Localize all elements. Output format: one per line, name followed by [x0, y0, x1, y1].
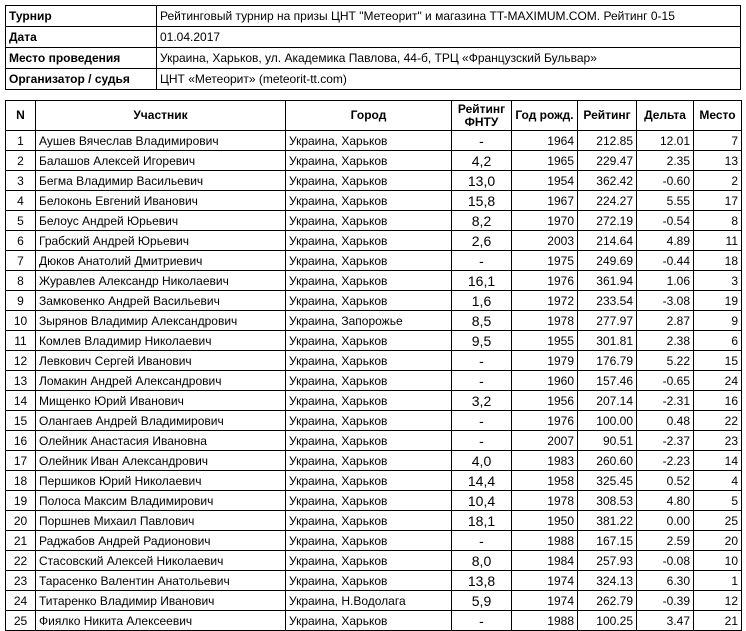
info-value: 01.04.2017 — [157, 27, 741, 48]
cell-city: Украина, Харьков — [286, 291, 452, 311]
cell-place: 17 — [694, 191, 742, 211]
cell-number: 13 — [6, 371, 36, 391]
cell-rating: 224.27 — [578, 191, 637, 211]
table-row — [6, 191, 742, 211]
cell-participant: Журавлев Александр Николаевич — [36, 271, 286, 291]
cell-number: 18 — [6, 471, 36, 491]
cell-number: 14 — [6, 391, 36, 411]
column-header-delta[interactable]: Дельта — [637, 101, 694, 131]
cell-birth-year: 1970 — [512, 211, 578, 231]
cell-city: Украина, Харьков — [286, 151, 452, 171]
cell-birth-year: 1967 — [512, 191, 578, 211]
cell-delta: 2.35 — [637, 151, 694, 171]
cell-city: Украина, Харьков — [286, 471, 452, 491]
cell-fntu-rating: - — [452, 531, 512, 551]
cell-birth-year: 1976 — [512, 271, 578, 291]
cell-participant: Раджабов Андрей Радионович — [36, 531, 286, 551]
table-row — [6, 171, 742, 191]
cell-participant: Полоса Максим Владимирович — [36, 491, 286, 511]
cell-number: 5 — [6, 211, 36, 231]
table-row — [6, 291, 742, 311]
cell-delta: -0.54 — [637, 211, 694, 231]
cell-birth-year: 1988 — [512, 531, 578, 551]
cell-place: 8 — [694, 211, 742, 231]
cell-fntu-rating: 16,1 — [452, 271, 512, 291]
cell-city: Украина, Харьков — [286, 411, 452, 431]
cell-number: 16 — [6, 431, 36, 451]
column-header-birth-year[interactable]: Год рожд. — [512, 101, 578, 131]
cell-delta: -3.08 — [637, 291, 694, 311]
cell-rating: 277.97 — [578, 311, 637, 331]
cell-participant: Олейник Анастасия Ивановна — [36, 431, 286, 451]
cell-place: 4 — [694, 471, 742, 491]
cell-place: 11 — [694, 231, 742, 251]
cell-rating: 324.13 — [578, 571, 637, 591]
info-row — [6, 27, 741, 48]
cell-number: 10 — [6, 311, 36, 331]
cell-participant: Белоконь Евгений Иванович — [36, 191, 286, 211]
cell-place: 18 — [694, 251, 742, 271]
results-header-row — [6, 101, 742, 131]
cell-participant: Олейник Иван Александрович — [36, 451, 286, 471]
cell-city: Украина, Запорожье — [286, 311, 452, 331]
column-header-city[interactable]: Город — [286, 101, 452, 131]
cell-rating: 301.81 — [578, 331, 637, 351]
cell-fntu-rating: - — [452, 351, 512, 371]
cell-number: 1 — [6, 131, 36, 151]
cell-number: 2 — [6, 151, 36, 171]
table-row — [6, 311, 742, 331]
table-row — [6, 131, 742, 151]
cell-rating: 100.00 — [578, 411, 637, 431]
cell-fntu-rating: 13,0 — [452, 171, 512, 191]
column-header-place[interactable]: Место — [694, 101, 742, 131]
cell-city: Украина, Харьков — [286, 511, 452, 531]
cell-birth-year: 1978 — [512, 311, 578, 331]
cell-place: 2 — [694, 171, 742, 191]
cell-birth-year: 1983 — [512, 451, 578, 471]
cell-rating: 207.14 — [578, 391, 637, 411]
tournament-info-body — [6, 6, 741, 90]
cell-fntu-rating: 4,0 — [452, 451, 512, 471]
cell-participant: Комлев Владимир Николаевич — [36, 331, 286, 351]
cell-delta: -0.44 — [637, 251, 694, 271]
cell-number: 15 — [6, 411, 36, 431]
cell-fntu-rating: 3,2 — [452, 391, 512, 411]
cell-participant: Бегма Владимир Васильевич — [36, 171, 286, 191]
cell-birth-year: 1956 — [512, 391, 578, 411]
cell-birth-year: 1984 — [512, 551, 578, 571]
cell-fntu-rating: 8,2 — [452, 211, 512, 231]
cell-number: 19 — [6, 491, 36, 511]
cell-number: 17 — [6, 451, 36, 471]
table-row — [6, 151, 742, 171]
cell-city: Украина, Харьков — [286, 531, 452, 551]
cell-birth-year: 1988 — [512, 611, 578, 631]
cell-birth-year: 1960 — [512, 371, 578, 391]
cell-participant: Стасовский Алексей Николаевич — [36, 551, 286, 571]
cell-number: 11 — [6, 331, 36, 351]
cell-participant: Грабский Андрей Юрьевич — [36, 231, 286, 251]
table-row — [6, 491, 742, 511]
table-row — [6, 451, 742, 471]
table-row — [6, 271, 742, 291]
cell-rating: 233.54 — [578, 291, 637, 311]
info-row — [6, 48, 741, 69]
cell-place: 12 — [694, 591, 742, 611]
cell-number: 23 — [6, 571, 36, 591]
cell-city: Украина, Харьков — [286, 331, 452, 351]
cell-delta: 0.48 — [637, 411, 694, 431]
cell-delta: 2.38 — [637, 331, 694, 351]
cell-birth-year: 1955 — [512, 331, 578, 351]
cell-city: Украина, Харьков — [286, 431, 452, 451]
cell-rating: 325.45 — [578, 471, 637, 491]
cell-delta: 12.01 — [637, 131, 694, 151]
cell-fntu-rating: - — [452, 131, 512, 151]
cell-birth-year: 1976 — [512, 411, 578, 431]
cell-participant: Титаренко Владимир Иванович — [36, 591, 286, 611]
info-label: Дата — [6, 27, 157, 48]
cell-fntu-rating: - — [452, 431, 512, 451]
table-row — [6, 331, 742, 351]
cell-delta: 5.22 — [637, 351, 694, 371]
cell-number: 7 — [6, 251, 36, 271]
cell-fntu-rating: 8,0 — [452, 551, 512, 571]
cell-fntu-rating: 14,4 — [452, 471, 512, 491]
cell-rating: 260.60 — [578, 451, 637, 471]
cell-rating: 272.19 — [578, 211, 637, 231]
cell-delta: 1.06 — [637, 271, 694, 291]
cell-number: 4 — [6, 191, 36, 211]
cell-delta: 6.30 — [637, 571, 694, 591]
cell-participant: Балашов Алексей Игоревич — [36, 151, 286, 171]
cell-birth-year: 1958 — [512, 471, 578, 491]
table-row — [6, 551, 742, 571]
info-row — [6, 6, 741, 27]
cell-fntu-rating: 1,6 — [452, 291, 512, 311]
cell-participant: Олангаев Андрей Владимирович — [36, 411, 286, 431]
cell-birth-year: 1964 — [512, 131, 578, 151]
cell-birth-year: 2007 — [512, 431, 578, 451]
cell-rating: 176.79 — [578, 351, 637, 371]
cell-participant: Левкович Сергей Иванович — [36, 351, 286, 371]
cell-participant: Першиков Юрий Николаевич — [36, 471, 286, 491]
results-table — [5, 100, 742, 631]
cell-participant: Тарасенко Валентин Анатольевич — [36, 571, 286, 591]
cell-place: 25 — [694, 511, 742, 531]
cell-city: Украина, Харьков — [286, 611, 452, 631]
table-row — [6, 351, 742, 371]
cell-participant: Дюков Анатолий Дмитриевич — [36, 251, 286, 271]
cell-participant: Белоус Андрей Юрьевич — [36, 211, 286, 231]
cell-place: 19 — [694, 291, 742, 311]
cell-place: 7 — [694, 131, 742, 151]
info-label: Место проведения — [6, 48, 157, 69]
cell-place: 3 — [694, 271, 742, 291]
cell-city: Украина, Харьков — [286, 391, 452, 411]
table-row — [6, 511, 742, 531]
cell-fntu-rating: 9,5 — [452, 331, 512, 351]
cell-birth-year: 1974 — [512, 571, 578, 591]
cell-birth-year: 1954 — [512, 171, 578, 191]
cell-place: 10 — [694, 551, 742, 571]
cell-participant: Поршнев Михаил Павлович — [36, 511, 286, 531]
cell-place: 20 — [694, 531, 742, 551]
cell-participant: Фиялко Никита Алексеевич — [36, 611, 286, 631]
cell-delta: 4.89 — [637, 231, 694, 251]
cell-rating: 308.53 — [578, 491, 637, 511]
cell-delta: -0.39 — [637, 591, 694, 611]
cell-fntu-rating: - — [452, 251, 512, 271]
info-value: Рейтинговый турнир на призы ЦНТ "Метеорит" и магазина TT-MAXIMUM.COM. Рейтинг 0-15 — [157, 6, 741, 27]
cell-delta: 5.55 — [637, 191, 694, 211]
info-value: Украина, Харьков, ул. Академика Павлова, 44-б, ТРЦ «Французский Бульвар» — [157, 48, 741, 69]
table-row — [6, 531, 742, 551]
cell-birth-year: 1965 — [512, 151, 578, 171]
cell-city: Украина, Харьков — [286, 211, 452, 231]
cell-delta: 0.52 — [637, 471, 694, 491]
cell-birth-year: 1950 — [512, 511, 578, 531]
column-header-fntu-rating[interactable]: Рейтинг ФНТУ — [452, 101, 512, 131]
cell-fntu-rating: 4,2 — [452, 151, 512, 171]
cell-number: 21 — [6, 531, 36, 551]
column-header-participant[interactable]: Участник — [36, 101, 286, 131]
cell-rating: 361.94 — [578, 271, 637, 291]
cell-fntu-rating: 15,8 — [452, 191, 512, 211]
cell-delta: -0.60 — [637, 171, 694, 191]
cell-city: Украина, Харьков — [286, 171, 452, 191]
cell-city: Украина, Харьков — [286, 251, 452, 271]
cell-city: Украина, Харьков — [286, 491, 452, 511]
cell-participant: Зырянов Владимир Александрович — [36, 311, 286, 331]
cell-rating: 100.25 — [578, 611, 637, 631]
cell-number: 3 — [6, 171, 36, 191]
results-body — [6, 131, 742, 631]
cell-birth-year: 1978 — [512, 491, 578, 511]
cell-number: 9 — [6, 291, 36, 311]
cell-rating: 362.42 — [578, 171, 637, 191]
cell-city: Украина, Харьков — [286, 351, 452, 371]
cell-birth-year: 1979 — [512, 351, 578, 371]
cell-place: 16 — [694, 391, 742, 411]
cell-rating: 214.64 — [578, 231, 637, 251]
info-label: Турнир — [6, 6, 157, 27]
cell-number: 12 — [6, 351, 36, 371]
cell-city: Украина, Харьков — [286, 271, 452, 291]
table-row — [6, 411, 742, 431]
cell-delta: -2.37 — [637, 431, 694, 451]
cell-fntu-rating: 5,9 — [452, 591, 512, 611]
cell-number: 8 — [6, 271, 36, 291]
table-row — [6, 471, 742, 491]
cell-fntu-rating: 8,5 — [452, 311, 512, 331]
column-header-n[interactable]: N — [6, 101, 36, 131]
cell-city: Украина, Харьков — [286, 371, 452, 391]
cell-city: Украина, Харьков — [286, 571, 452, 591]
cell-city: Украина, Харьков — [286, 191, 452, 211]
cell-fntu-rating: - — [452, 611, 512, 631]
cell-birth-year: 1972 — [512, 291, 578, 311]
column-header-rating[interactable]: Рейтинг — [578, 101, 637, 131]
cell-delta: 3.47 — [637, 611, 694, 631]
cell-rating: 157.46 — [578, 371, 637, 391]
cell-delta: 4.80 — [637, 491, 694, 511]
table-row — [6, 571, 742, 591]
cell-delta: -2.23 — [637, 451, 694, 471]
cell-participant: Замковенко Андрей Васильевич — [36, 291, 286, 311]
cell-birth-year: 2003 — [512, 231, 578, 251]
table-row — [6, 211, 742, 231]
cell-place: 6 — [694, 331, 742, 351]
cell-number: 24 — [6, 591, 36, 611]
cell-place: 23 — [694, 431, 742, 451]
cell-number: 20 — [6, 511, 36, 531]
cell-rating: 90.51 — [578, 431, 637, 451]
cell-fntu-rating: - — [452, 411, 512, 431]
cell-number: 6 — [6, 231, 36, 251]
cell-fntu-rating: - — [452, 371, 512, 391]
info-row — [6, 69, 741, 90]
cell-place: 13 — [694, 151, 742, 171]
table-row — [6, 431, 742, 451]
table-row — [6, 591, 742, 611]
cell-delta: 2.87 — [637, 311, 694, 331]
cell-participant: Аушев Вячеслав Владимирович — [36, 131, 286, 151]
cell-rating: 257.93 — [578, 551, 637, 571]
cell-rating: 262.79 — [578, 591, 637, 611]
cell-fntu-rating: 2,6 — [452, 231, 512, 251]
cell-participant: Ломакин Андрей Александрович — [36, 371, 286, 391]
cell-fntu-rating: 13,8 — [452, 571, 512, 591]
table-row — [6, 391, 742, 411]
cell-rating: 212.85 — [578, 131, 637, 151]
table-row — [6, 231, 742, 251]
info-label: Организатор / судья — [6, 69, 157, 90]
cell-city: Украина, Харьков — [286, 551, 452, 571]
cell-delta: -2.31 — [637, 391, 694, 411]
cell-place: 9 — [694, 311, 742, 331]
cell-city: Украина, Харьков — [286, 451, 452, 471]
cell-place: 5 — [694, 491, 742, 511]
cell-delta: -0.08 — [637, 551, 694, 571]
cell-fntu-rating: 18,1 — [452, 511, 512, 531]
cell-place: 1 — [694, 571, 742, 591]
cell-city: Украина, Харьков — [286, 131, 452, 151]
cell-delta: -0.65 — [637, 371, 694, 391]
cell-place: 24 — [694, 371, 742, 391]
cell-city: Украина, Н.Водолага — [286, 591, 452, 611]
cell-place: 15 — [694, 351, 742, 371]
cell-number: 22 — [6, 551, 36, 571]
cell-delta: 2.59 — [637, 531, 694, 551]
cell-rating: 249.69 — [578, 251, 637, 271]
cell-place: 21 — [694, 611, 742, 631]
cell-place: 22 — [694, 411, 742, 431]
cell-number: 25 — [6, 611, 36, 631]
cell-fntu-rating: 10,4 — [452, 491, 512, 511]
cell-participant: Мищенко Юрий Иванович — [36, 391, 286, 411]
cell-place: 14 — [694, 451, 742, 471]
table-row — [6, 611, 742, 631]
info-value: ЦНТ «Метеорит» (meteorit-tt.com) — [157, 69, 741, 90]
table-row — [6, 251, 742, 271]
table-row — [6, 371, 742, 391]
cell-rating: 381.22 — [578, 511, 637, 531]
tournament-info-table — [5, 5, 741, 90]
cell-rating: 167.15 — [578, 531, 637, 551]
cell-birth-year: 1974 — [512, 591, 578, 611]
cell-city: Украина, Харьков — [286, 231, 452, 251]
cell-rating: 229.47 — [578, 151, 637, 171]
cell-birth-year: 1975 — [512, 251, 578, 271]
cell-delta: 0.00 — [637, 511, 694, 531]
